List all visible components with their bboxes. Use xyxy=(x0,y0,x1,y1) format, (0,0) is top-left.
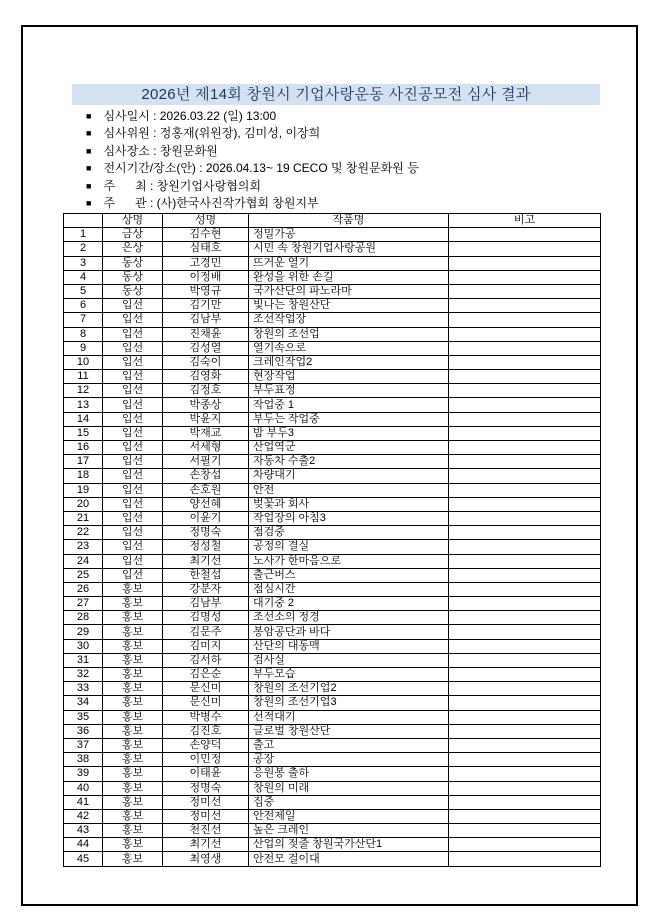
row-number-cell: 45 xyxy=(64,852,103,866)
name-cell: 양선혜 xyxy=(163,497,249,511)
name-cell: 김성열 xyxy=(163,341,249,355)
work-title-cell: 조선소의 정경 xyxy=(249,611,449,625)
name-cell: 정미선 xyxy=(163,809,249,823)
name-cell: 심태호 xyxy=(163,242,249,256)
note-cell xyxy=(449,497,601,511)
name-cell: 이태윤 xyxy=(163,767,249,781)
name-cell: 손호원 xyxy=(163,483,249,497)
header-note: 비고 xyxy=(449,214,601,228)
note-cell xyxy=(449,653,601,667)
table-row xyxy=(64,838,601,852)
note-cell xyxy=(449,710,601,724)
name-cell: 김기만 xyxy=(163,299,249,313)
table-row xyxy=(64,242,601,256)
name-cell: 손창섭 xyxy=(163,469,249,483)
prize-cell: 입선 xyxy=(103,355,163,369)
name-cell: 최기선 xyxy=(163,838,249,852)
work-title-cell: 창원의 미래 xyxy=(249,781,449,795)
prize-cell: 입선 xyxy=(103,483,163,497)
prize-cell: 입선 xyxy=(103,398,163,412)
note-cell xyxy=(449,809,601,823)
row-number-cell: 10 xyxy=(64,355,103,369)
note-cell xyxy=(449,781,601,795)
name-cell: 서세형 xyxy=(163,441,249,455)
prize-cell: 입선 xyxy=(103,370,163,384)
info-item-label: 심사위원 : 정홍재(위원장), 김미성, 이장희 xyxy=(103,126,321,141)
prize-cell: 입선 xyxy=(103,341,163,355)
name-cell: 박병수 xyxy=(163,710,249,724)
bullet-square-icon: ■ xyxy=(86,128,92,139)
work-title-cell: 벚꽃과 회사 xyxy=(249,497,449,511)
work-title-cell: 대기중 2 xyxy=(249,597,449,611)
note-cell xyxy=(449,426,601,440)
table-row xyxy=(64,270,601,284)
table-row xyxy=(64,696,601,710)
table-row xyxy=(64,370,601,384)
table-row xyxy=(64,781,601,795)
row-number-cell: 5 xyxy=(64,284,103,298)
row-number-cell: 34 xyxy=(64,696,103,710)
row-number-cell: 23 xyxy=(64,540,103,554)
table-row xyxy=(64,710,601,724)
name-cell: 김진호 xyxy=(163,724,249,738)
row-number-cell: 41 xyxy=(64,795,103,809)
bullet-square-icon: ■ xyxy=(86,163,92,174)
work-title-cell: 작업중 1 xyxy=(249,398,449,412)
prize-cell: 입선 xyxy=(103,540,163,554)
work-title-cell: 노사가 한마음으로 xyxy=(249,554,449,568)
table-row xyxy=(64,327,601,341)
row-number-cell: 15 xyxy=(64,426,103,440)
prize-cell: 홍보 xyxy=(103,724,163,738)
note-cell xyxy=(449,838,601,852)
row-number-cell: 29 xyxy=(64,625,103,639)
work-title-cell: 밤 부두3 xyxy=(249,426,449,440)
note-cell xyxy=(449,767,601,781)
work-title-cell: 산단의 대동맥 xyxy=(249,639,449,653)
name-cell: 김숙이 xyxy=(163,355,249,369)
table-row xyxy=(64,398,601,412)
row-number-cell: 11 xyxy=(64,370,103,384)
table-row xyxy=(64,724,601,738)
name-cell: 이민정 xyxy=(163,753,249,767)
work-title-cell: 현장작업 xyxy=(249,370,449,384)
note-cell xyxy=(449,469,601,483)
name-cell: 박재교 xyxy=(163,426,249,440)
row-number-cell: 40 xyxy=(64,781,103,795)
name-cell: 김남부 xyxy=(163,313,249,327)
table-row xyxy=(64,809,601,823)
note-cell xyxy=(449,412,601,426)
header-number xyxy=(64,214,103,228)
work-title-cell: 크레인작업2 xyxy=(249,355,449,369)
table-row xyxy=(64,384,601,398)
table-row xyxy=(64,597,601,611)
note-cell xyxy=(449,625,601,639)
info-item-label: 심사장소 : 창원문화원 xyxy=(103,143,218,158)
prize-cell: 홍보 xyxy=(103,653,163,667)
table-row xyxy=(64,497,601,511)
note-cell xyxy=(449,228,601,242)
work-title-cell: 안전제일 xyxy=(249,809,449,823)
table-row xyxy=(64,511,601,525)
prize-cell: 동상 xyxy=(103,256,163,270)
prize-cell: 홍보 xyxy=(103,753,163,767)
row-number-cell: 25 xyxy=(64,568,103,582)
row-number-cell: 39 xyxy=(64,767,103,781)
table-row xyxy=(64,668,601,682)
prize-cell: 입선 xyxy=(103,526,163,540)
name-cell: 박윤지 xyxy=(163,412,249,426)
bullet-square-icon: ■ xyxy=(86,180,92,191)
row-number-cell: 22 xyxy=(64,526,103,540)
name-cell: 정미선 xyxy=(163,795,249,809)
row-number-cell: 43 xyxy=(64,824,103,838)
note-cell xyxy=(449,511,601,525)
info-list xyxy=(86,108,586,212)
work-title-cell: 공장 xyxy=(249,753,449,767)
info-item-label: 전시기간/장소(안) : 2026.04.13~ 19 CECO 및 창원문화원 등 xyxy=(103,161,419,176)
row-number-cell: 20 xyxy=(64,497,103,511)
name-cell: 김문주 xyxy=(163,625,249,639)
prize-cell: 홍보 xyxy=(103,824,163,838)
table-row xyxy=(64,441,601,455)
table-row xyxy=(64,526,601,540)
work-title-cell: 국가산단의 파노라마 xyxy=(249,284,449,298)
note-cell xyxy=(449,582,601,596)
name-cell: 천진선 xyxy=(163,824,249,838)
prize-cell: 입선 xyxy=(103,469,163,483)
note-cell xyxy=(449,398,601,412)
row-number-cell: 9 xyxy=(64,341,103,355)
note-cell xyxy=(449,852,601,866)
table-row xyxy=(64,228,601,242)
name-cell: 김수현 xyxy=(163,228,249,242)
work-title-cell: 출고 xyxy=(249,738,449,752)
table-row xyxy=(64,256,601,270)
prize-cell: 입선 xyxy=(103,568,163,582)
table-row xyxy=(64,568,601,582)
info-item-label: 주 최 : 창원기업사랑협의회 xyxy=(103,178,261,193)
info-item-label: 주 관 : (사)한국사진작가협회 창원지부 xyxy=(103,195,319,210)
info-item xyxy=(86,108,586,125)
info-item xyxy=(86,160,586,177)
table-row xyxy=(64,455,601,469)
name-cell: 김남부 xyxy=(163,597,249,611)
name-cell: 고경민 xyxy=(163,256,249,270)
work-title-cell: 정밀가공 xyxy=(249,228,449,242)
prize-cell: 입선 xyxy=(103,554,163,568)
header-name: 성명 xyxy=(163,214,249,228)
table-row xyxy=(64,738,601,752)
bullet-square-icon: ■ xyxy=(86,111,92,121)
work-title-cell: 선적대기 xyxy=(249,710,449,724)
table-row xyxy=(64,639,601,653)
row-number-cell: 21 xyxy=(64,511,103,525)
row-number-cell: 31 xyxy=(64,653,103,667)
prize-cell: 입선 xyxy=(103,384,163,398)
note-cell xyxy=(449,355,601,369)
prize-cell: 홍보 xyxy=(103,738,163,752)
work-title-cell: 안전모 걸이대 xyxy=(249,852,449,866)
table-header-row xyxy=(64,214,601,228)
name-cell: 문신미 xyxy=(163,696,249,710)
row-number-cell: 7 xyxy=(64,313,103,327)
table-row xyxy=(64,469,601,483)
results-table-body xyxy=(64,228,601,866)
note-cell xyxy=(449,696,601,710)
note-cell xyxy=(449,611,601,625)
table-row xyxy=(64,284,601,298)
row-number-cell: 42 xyxy=(64,809,103,823)
info-item xyxy=(86,178,586,195)
row-number-cell: 8 xyxy=(64,327,103,341)
row-number-cell: 18 xyxy=(64,469,103,483)
row-number-cell: 44 xyxy=(64,838,103,852)
name-cell: 김은순 xyxy=(163,668,249,682)
prize-cell: 홍보 xyxy=(103,838,163,852)
note-cell xyxy=(449,668,601,682)
note-cell xyxy=(449,455,601,469)
row-number-cell: 16 xyxy=(64,441,103,455)
work-title-cell: 시민 속 창원기업사랑공원 xyxy=(249,242,449,256)
table-row xyxy=(64,625,601,639)
name-cell: 이정배 xyxy=(163,270,249,284)
work-title-cell: 점심시간 xyxy=(249,582,449,596)
note-cell xyxy=(449,441,601,455)
prize-cell: 입선 xyxy=(103,497,163,511)
row-number-cell: 12 xyxy=(64,384,103,398)
work-title-cell: 빛나는 창원산단 xyxy=(249,299,449,313)
prize-cell: 홍보 xyxy=(103,625,163,639)
work-title-cell: 완성을 위한 손길 xyxy=(249,270,449,284)
name-cell: 김정호 xyxy=(163,384,249,398)
row-number-cell: 19 xyxy=(64,483,103,497)
name-cell: 김영화 xyxy=(163,370,249,384)
prize-cell: 입선 xyxy=(103,511,163,525)
table-row xyxy=(64,653,601,667)
bullet-square-icon: ■ xyxy=(86,145,92,156)
note-cell xyxy=(449,313,601,327)
table-row xyxy=(64,483,601,497)
table-row xyxy=(64,341,601,355)
prize-cell: 홍보 xyxy=(103,611,163,625)
work-title-cell: 글로벌 창원산단 xyxy=(249,724,449,738)
prize-cell: 금상 xyxy=(103,228,163,242)
note-cell xyxy=(449,682,601,696)
table-row xyxy=(64,795,601,809)
prize-cell: 홍보 xyxy=(103,582,163,596)
work-title-cell: 뜨거운 열기 xyxy=(249,256,449,270)
name-cell: 김명성 xyxy=(163,611,249,625)
work-title-cell: 자동차 수출2 xyxy=(249,455,449,469)
work-title-cell: 부두는 작업중 xyxy=(249,412,449,426)
work-title-cell: 부두모습 xyxy=(249,668,449,682)
note-cell xyxy=(449,597,601,611)
row-number-cell: 4 xyxy=(64,270,103,284)
work-title-cell: 응원봉 출하 xyxy=(249,767,449,781)
row-number-cell: 32 xyxy=(64,668,103,682)
work-title-cell: 집중 xyxy=(249,795,449,809)
name-cell: 박종상 xyxy=(163,398,249,412)
name-cell: 박영규 xyxy=(163,284,249,298)
row-number-cell: 38 xyxy=(64,753,103,767)
prize-cell: 입선 xyxy=(103,441,163,455)
table-row xyxy=(64,753,601,767)
table-row xyxy=(64,582,601,596)
row-number-cell: 37 xyxy=(64,738,103,752)
row-number-cell: 17 xyxy=(64,455,103,469)
row-number-cell: 36 xyxy=(64,724,103,738)
note-cell xyxy=(449,824,601,838)
table-row xyxy=(64,540,601,554)
row-number-cell: 33 xyxy=(64,682,103,696)
name-cell: 진채윤 xyxy=(163,327,249,341)
work-title-cell: 차량대기 xyxy=(249,469,449,483)
prize-cell: 홍보 xyxy=(103,809,163,823)
work-title-cell: 높은 크레인 xyxy=(249,824,449,838)
table-row xyxy=(64,682,601,696)
note-cell xyxy=(449,639,601,653)
name-cell: 김서하 xyxy=(163,653,249,667)
note-cell xyxy=(449,284,601,298)
info-item xyxy=(86,125,586,142)
work-title-cell: 창원의 조선기업3 xyxy=(249,696,449,710)
work-title-cell: 안전 xyxy=(249,483,449,497)
prize-cell: 홍보 xyxy=(103,781,163,795)
name-cell: 손양덕 xyxy=(163,738,249,752)
name-cell: 정명숙 xyxy=(163,526,249,540)
row-number-cell: 13 xyxy=(64,398,103,412)
page-title: 2026년 제14회 창원시 기업사랑운동 사진공모전 심사 결과 xyxy=(72,84,600,105)
note-cell xyxy=(449,256,601,270)
note-cell xyxy=(449,753,601,767)
name-cell: 문신미 xyxy=(163,682,249,696)
work-title-cell: 조선작업장 xyxy=(249,313,449,327)
bullet-square-icon: ■ xyxy=(86,197,92,208)
row-number-cell: 30 xyxy=(64,639,103,653)
work-title-cell: 산업의 젖줄 창원국가산단1 xyxy=(249,838,449,852)
prize-cell: 홍보 xyxy=(103,710,163,724)
row-number-cell: 26 xyxy=(64,582,103,596)
table-row xyxy=(64,767,601,781)
row-number-cell: 27 xyxy=(64,597,103,611)
name-cell: 정성철 xyxy=(163,540,249,554)
table-row xyxy=(64,412,601,426)
prize-cell: 입선 xyxy=(103,299,163,313)
work-title-cell: 출근버스 xyxy=(249,568,449,582)
work-title-cell: 창원의 조선기업2 xyxy=(249,682,449,696)
note-cell xyxy=(449,738,601,752)
note-cell xyxy=(449,327,601,341)
prize-cell: 홍보 xyxy=(103,668,163,682)
work-title-cell: 열기속으로 xyxy=(249,341,449,355)
prize-cell: 입선 xyxy=(103,327,163,341)
note-cell xyxy=(449,554,601,568)
prize-cell: 홍보 xyxy=(103,767,163,781)
table-row xyxy=(64,824,601,838)
note-cell xyxy=(449,724,601,738)
info-item-label: 심사일시 : 2026.03.22 (일) 13:00 xyxy=(103,109,277,123)
prize-cell: 동상 xyxy=(103,284,163,298)
note-cell xyxy=(449,370,601,384)
prize-cell: 동상 xyxy=(103,270,163,284)
note-cell xyxy=(449,384,601,398)
note-cell xyxy=(449,526,601,540)
work-title-cell: 점검중 xyxy=(249,526,449,540)
table-row xyxy=(64,355,601,369)
name-cell: 강분자 xyxy=(163,582,249,596)
row-number-cell: 2 xyxy=(64,242,103,256)
header-work-title: 작품명 xyxy=(249,214,449,228)
work-title-cell: 공정의 결실 xyxy=(249,540,449,554)
note-cell xyxy=(449,483,601,497)
results-table xyxy=(63,213,601,867)
table-row xyxy=(64,313,601,327)
note-cell xyxy=(449,242,601,256)
work-title-cell: 검사실 xyxy=(249,653,449,667)
row-number-cell: 14 xyxy=(64,412,103,426)
name-cell: 서필기 xyxy=(163,455,249,469)
prize-cell: 홍보 xyxy=(103,682,163,696)
prize-cell: 홍보 xyxy=(103,597,163,611)
note-cell xyxy=(449,795,601,809)
prize-cell: 홍보 xyxy=(103,852,163,866)
note-cell xyxy=(449,341,601,355)
work-title-cell: 부두표정 xyxy=(249,384,449,398)
prize-cell: 홍보 xyxy=(103,795,163,809)
row-number-cell: 6 xyxy=(64,299,103,313)
info-item xyxy=(86,195,586,212)
note-cell xyxy=(449,540,601,554)
header-prize: 상명 xyxy=(103,214,163,228)
note-cell xyxy=(449,568,601,582)
row-number-cell: 1 xyxy=(64,228,103,242)
name-cell: 한철섭 xyxy=(163,568,249,582)
note-cell xyxy=(449,299,601,313)
prize-cell: 입선 xyxy=(103,313,163,327)
note-cell xyxy=(449,270,601,284)
row-number-cell: 3 xyxy=(64,256,103,270)
name-cell: 최기선 xyxy=(163,554,249,568)
row-number-cell: 28 xyxy=(64,611,103,625)
name-cell: 이윤기 xyxy=(163,511,249,525)
name-cell: 정명숙 xyxy=(163,781,249,795)
work-title-cell: 산업역군 xyxy=(249,441,449,455)
work-title-cell: 작업장의 아침3 xyxy=(249,511,449,525)
row-number-cell: 35 xyxy=(64,710,103,724)
name-cell: 김미지 xyxy=(163,639,249,653)
prize-cell: 입선 xyxy=(103,426,163,440)
work-title-cell: 창원의 조선업 xyxy=(249,327,449,341)
table-row xyxy=(64,852,601,866)
prize-cell: 은상 xyxy=(103,242,163,256)
row-number-cell: 24 xyxy=(64,554,103,568)
prize-cell: 입선 xyxy=(103,412,163,426)
prize-cell: 홍보 xyxy=(103,639,163,653)
info-item xyxy=(86,143,586,160)
table-row xyxy=(64,554,601,568)
table-row xyxy=(64,426,601,440)
table-row xyxy=(64,299,601,313)
prize-cell: 입선 xyxy=(103,455,163,469)
prize-cell: 홍보 xyxy=(103,696,163,710)
table-row xyxy=(64,611,601,625)
work-title-cell: 봉암공단과 바다 xyxy=(249,625,449,639)
name-cell: 최영생 xyxy=(163,852,249,866)
